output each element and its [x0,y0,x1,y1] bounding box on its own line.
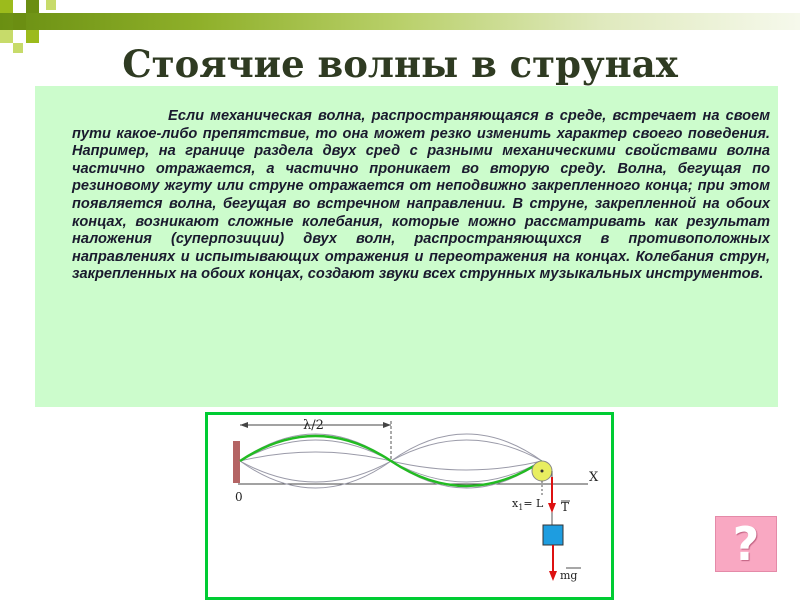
decor-square [46,0,56,10]
standing-wave-diagram [208,415,611,597]
decor-square [13,13,26,30]
weight-block [543,525,563,545]
lambda-label: λ/2 [303,418,324,433]
question-icon: ? [732,517,760,571]
body-paragraph: Если механическая волна, распространяющаяся в среде, встречает на своем пути какое-либо препятствие, то она может резко изменить характер своего поведения. Например, на границе раздела двух сред с разными механическими свойствами волна частично отражается, а частично проникает во вторую среду. Волна, бегущая по резиновому жгуту или струне отражается от неподвижно закрепленного конца; при этом появляется волна, бегущая во встречном направлении. В струне, закрепленной на обоих концах, возникают сложные колебания, которые можно рассматривать как результат наложения (суперпозиции) двух волн, распространяющихся в противоположных направлениях и испытывающих отражения и переотражения на концах. Колебания струн, закрепленных на обоих концах, создают звуки всех струнных музыкальных инструментов. [72,108,770,283]
gravity-arrowhead [549,571,557,581]
text-box [35,86,778,407]
help-button[interactable] [715,516,777,572]
origin-label: 0 [235,490,243,504]
weight-label: mg [560,569,578,582]
slide-title: Стоячие волны в струнах [122,42,678,86]
lambda-arrow-left [240,422,248,428]
axis-label: X [589,470,599,485]
wall [233,441,240,483]
decor-square [26,0,39,13]
decor-square [0,0,13,13]
standing-wave-figure [205,412,614,600]
tension-label: T [561,500,570,514]
end-label: $x_1= L$ [512,497,544,512]
top-decorative-bar [0,13,800,30]
pulley-axle [541,470,544,473]
tension-arrowhead [548,503,556,513]
lambda-arrow-right [383,422,391,428]
